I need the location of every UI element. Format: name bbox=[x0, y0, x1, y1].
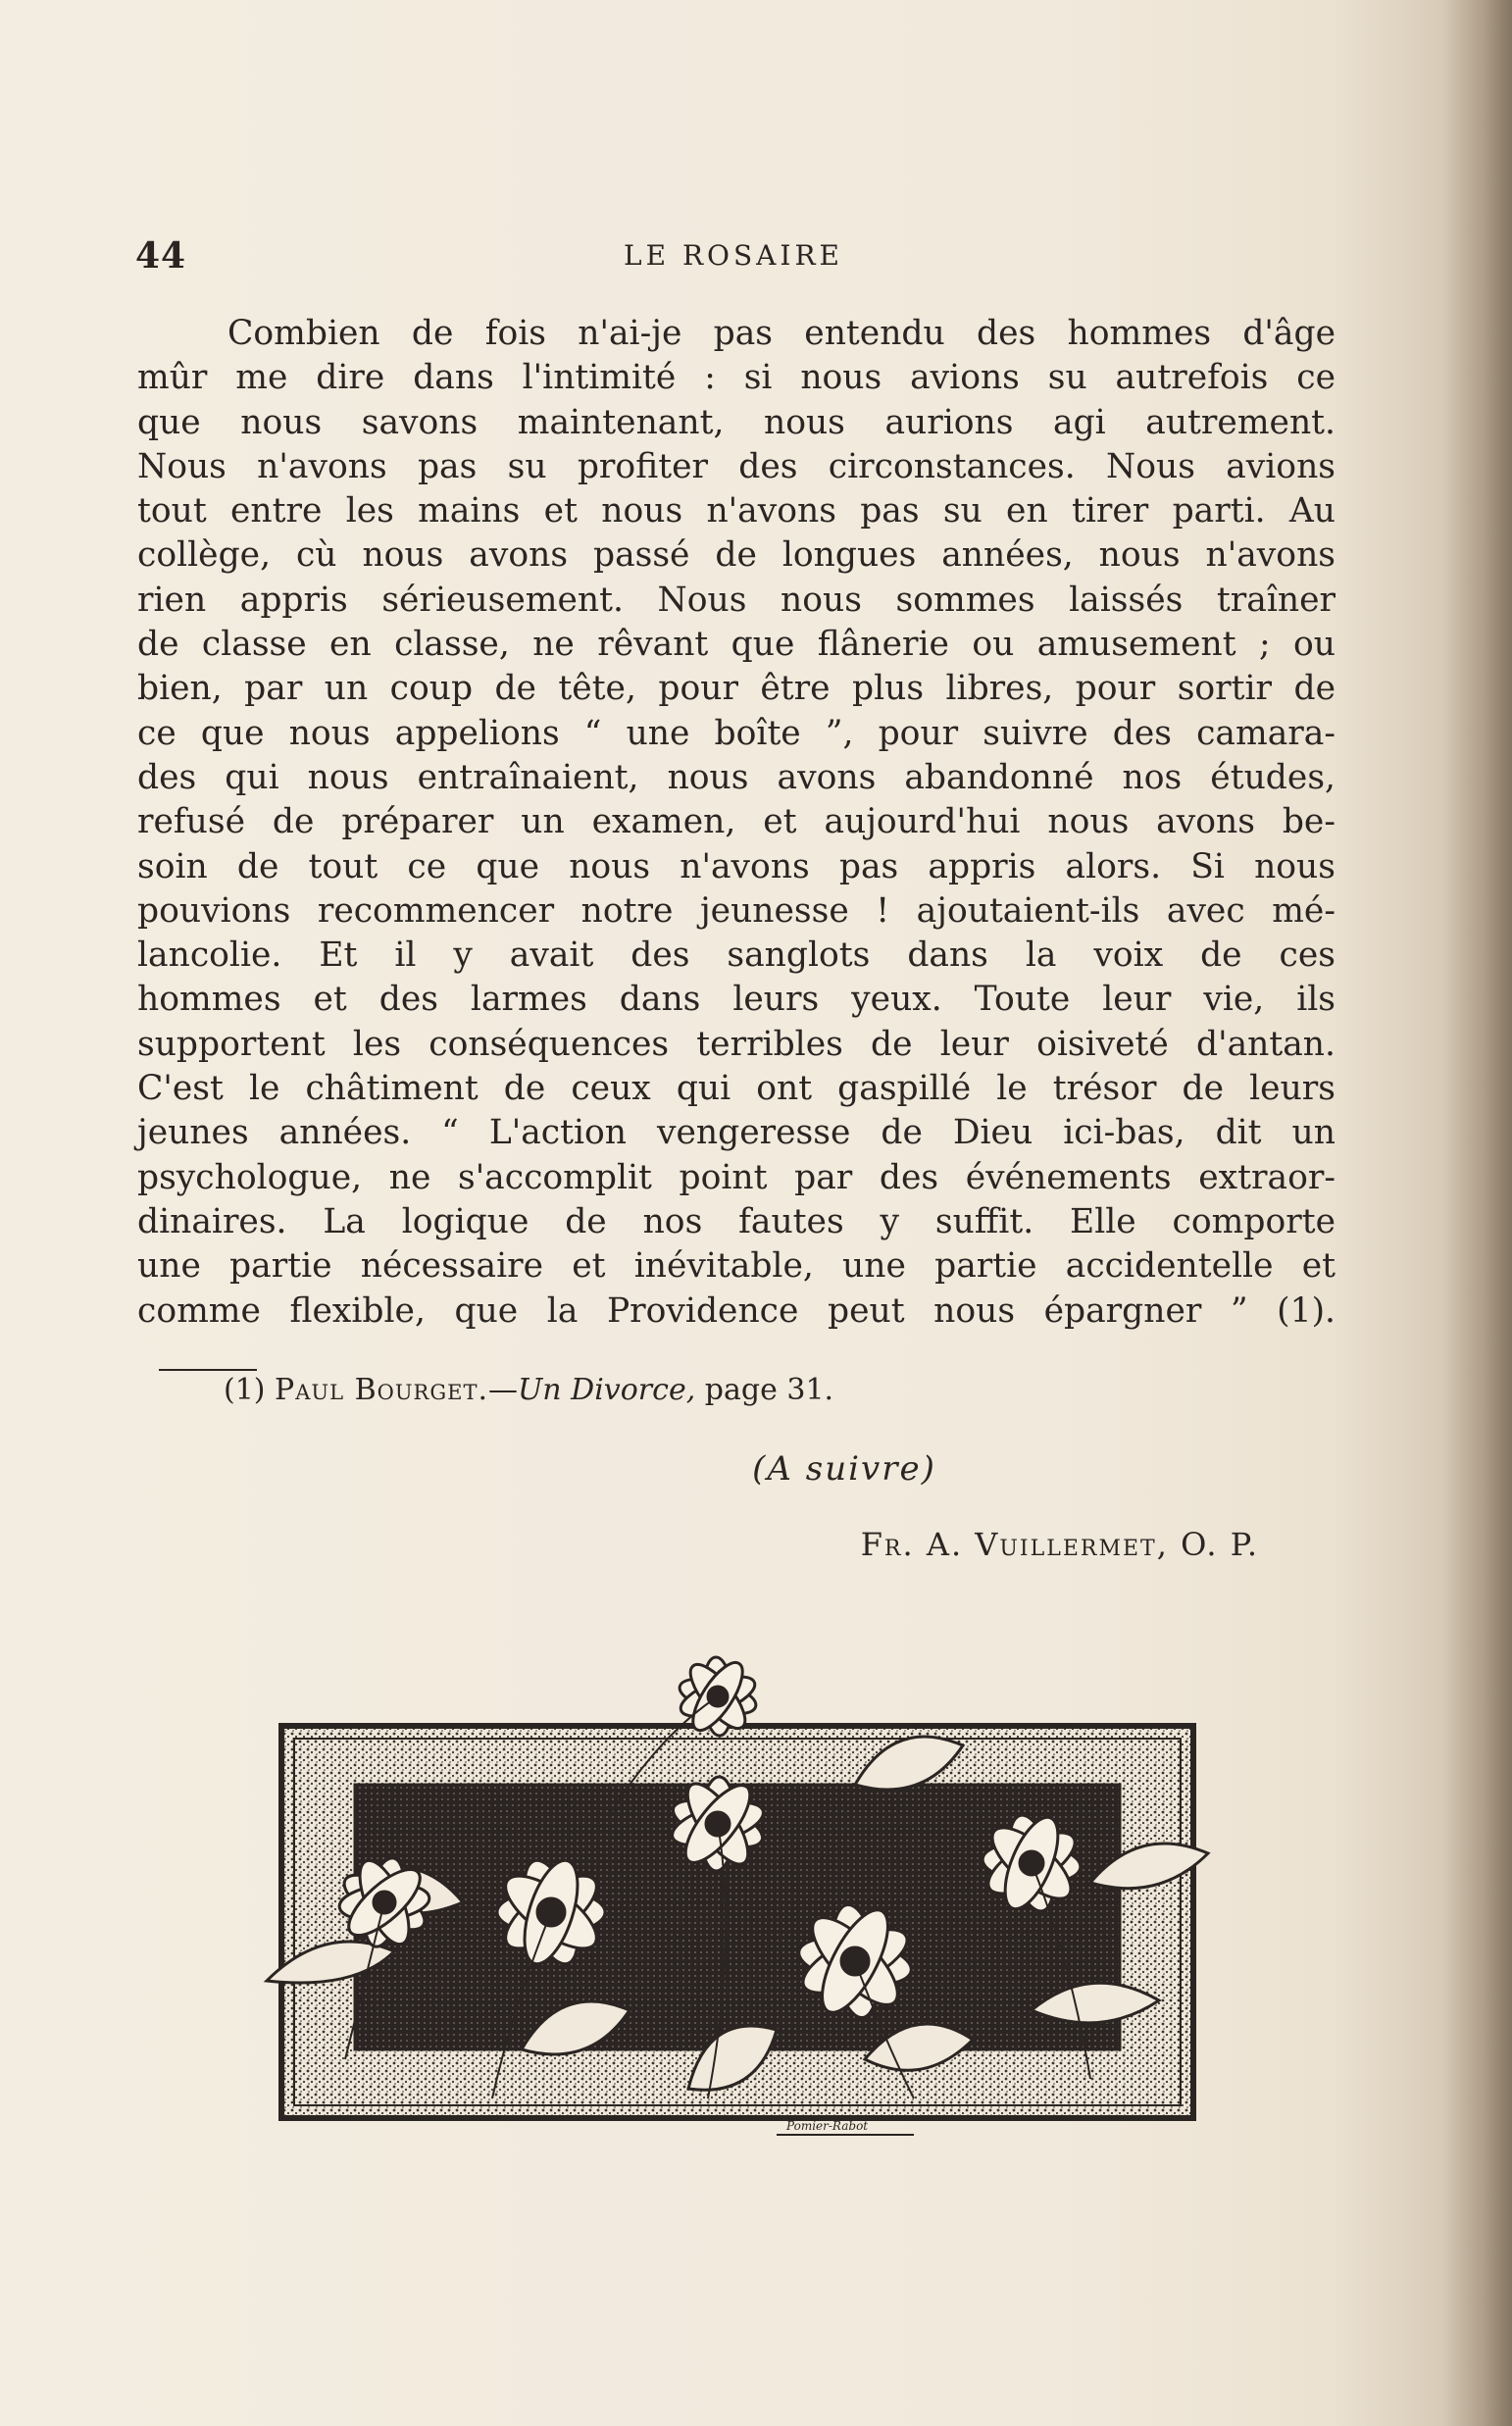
text-line: que nous savons maintenant, nous aurions agi autrement. bbox=[137, 402, 1336, 442]
author-signature: Fr. A. Vuillermet, O. P. bbox=[860, 1526, 1259, 1563]
text-line: dinaires. La logique de nos fautes y suffit. Elle comporte bbox=[137, 1201, 1336, 1241]
footnote-page: page 31. bbox=[704, 1373, 834, 1407]
footnote bbox=[224, 1369, 833, 1412]
text-line: hommes et des larmes dans leurs yeux. Toute leur vie, ils bbox=[137, 980, 1336, 1020]
footnote-author: Paul Bourget. bbox=[275, 1373, 488, 1407]
running-title: LE ROSAIRE bbox=[624, 239, 843, 272]
text-line: collège, cù nous avons passé de longues années, nous n'avons bbox=[137, 535, 1336, 576]
text-line: lancolie. Et il y avait des sanglots dans la voix de ces bbox=[137, 935, 1336, 976]
text-line: rien appris sérieusement. Nous nous sommes laissés traîner bbox=[137, 580, 1336, 620]
page-number: 44 bbox=[135, 235, 187, 277]
text-line: Combien de fois n'ai-je pas entendu des hommes d'âge bbox=[227, 314, 1336, 353]
text-line: des qui nous entraînaient, nous avons abandonné nos études, bbox=[137, 757, 1336, 797]
text-line: pouvions recommencer notre jeunesse ! ajoutaient-ils avec mé- bbox=[137, 890, 1336, 931]
text-line: refusé de préparer un examen, et aujourd'hui nous avons be- bbox=[137, 802, 1336, 842]
text-line: tout entre les mains et nous n'avons pas su en tirer parti. Au bbox=[137, 491, 1336, 531]
text-line: mûr me dire dans l'intimité : si nous avions su autrefois ce bbox=[137, 358, 1336, 398]
text-line: Nous n'avons pas su profiter des circonstances. Nous avions bbox=[137, 446, 1336, 486]
text-line: bien, par un coup de tête, pour être plus libres, pour sortir de bbox=[137, 669, 1336, 709]
to-be-continued: (A suivre) bbox=[752, 1449, 936, 1489]
text-line: comme flexible, que la Providence peut nous épargner ” (1). bbox=[137, 1290, 1336, 1331]
artist-signature bbox=[777, 2119, 914, 2135]
footnote-work: Un Divorce, bbox=[518, 1373, 696, 1407]
footnote-marker: (1) bbox=[224, 1373, 266, 1407]
svg-text:Pomier-Rabot: Pomier-Rabot bbox=[786, 2119, 869, 2133]
text-line: de classe en classe, ne rêvant que flânerie ou amusement ; ou bbox=[137, 625, 1336, 665]
body-paragraph bbox=[137, 312, 1336, 1334]
floral-vignette-icon bbox=[227, 1638, 1247, 2157]
text-line: une partie nécessaire et inévitable, une partie accidentelle et bbox=[137, 1246, 1336, 1287]
text-line: jeunes années. “ L'action vengeresse de Dieu ici-bas, dit un bbox=[137, 1113, 1336, 1153]
text-line: soin de tout ce que nous n'avons pas appris alors. Si nous bbox=[137, 846, 1336, 886]
footnote-dash: — bbox=[488, 1373, 518, 1407]
page-header bbox=[135, 235, 1332, 284]
text-line: psychologue, ne s'accomplit point par des événements extraor- bbox=[137, 1157, 1336, 1197]
text-line: ce que nous appelions “ une boîte ”, pour suivre des camara- bbox=[137, 713, 1336, 753]
text-line: supportent les conséquences terribles de leur oisiveté d'antan. bbox=[137, 1024, 1336, 1064]
text-line: C'est le châtiment de ceux qui ont gaspillé le trésor de leurs bbox=[137, 1069, 1336, 1109]
page-gutter-shadow bbox=[1443, 0, 1512, 2426]
